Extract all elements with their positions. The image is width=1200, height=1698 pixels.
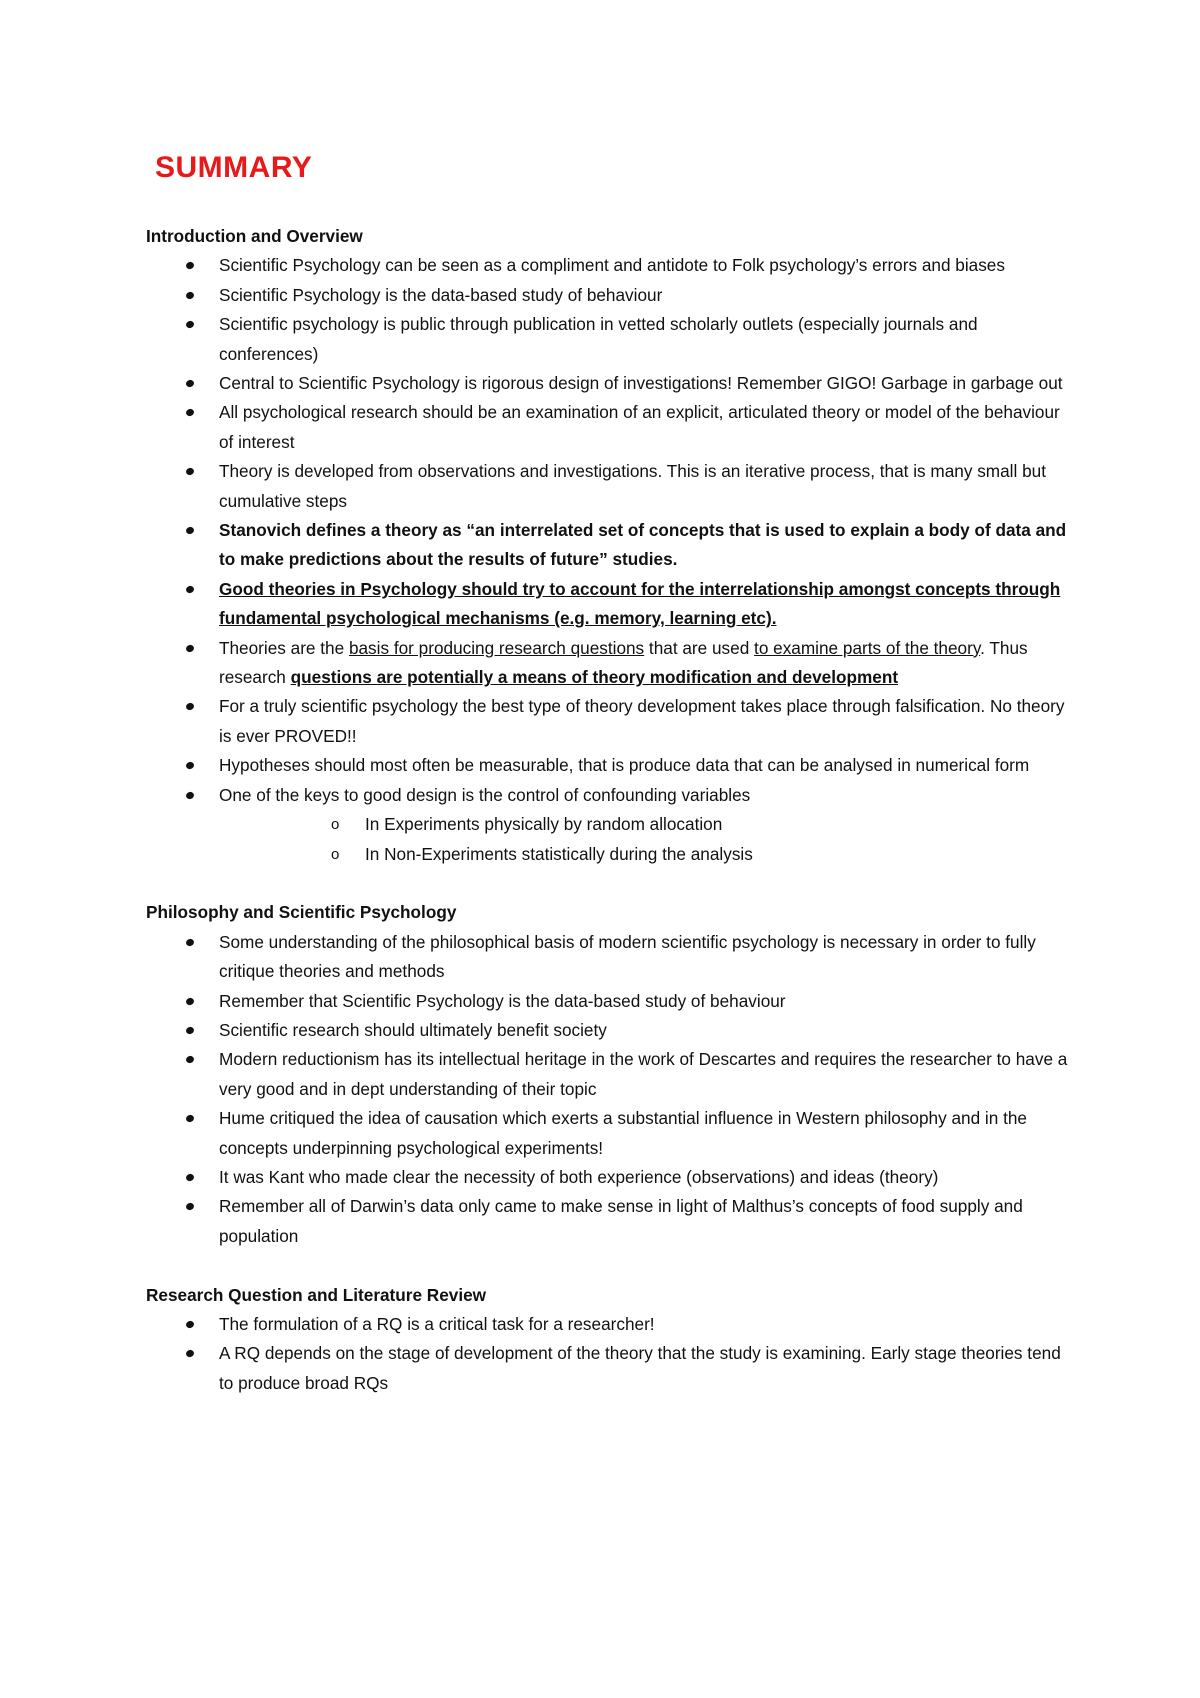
list-item-text-bold: Stanovich defines a theory as “an interrelated set of concepts that is used to explain a body of data and to make predictions about the results of future” studies. (219, 520, 1067, 570)
list-item-text: Modern reductionism has its intellectual heritage in the work of Descartes and requires the researcher to have a very good and in dept understanding of their topic (219, 1049, 1068, 1099)
section-heading: Introduction and Overview (146, 226, 363, 246)
list-item (146, 1192, 1076, 1251)
list-item-text: It was Kant who made clear the necessity of both experience (observations) and ideas (theory) (219, 1166, 939, 1187)
list-item-text: Scientific Psychology can be seen as a compliment and antidote to Folk psychology’s errors and biases (219, 255, 1005, 276)
list-item (146, 369, 1076, 398)
bullet-list (146, 928, 1076, 1251)
list-item-text: Central to Scientific Psychology is rigorous design of investigations! Remember GIGO! Garbage in garbage out (219, 373, 1063, 394)
list-item (146, 457, 1076, 516)
list-item (146, 310, 1076, 369)
list-item-text: One of the keys to good design is the control of confounding variables (219, 784, 751, 805)
section-heading: Research Question and Literature Review (146, 1284, 487, 1305)
list-item (146, 751, 1076, 780)
list-item (146, 1310, 1076, 1339)
sub-list-item (219, 810, 1076, 839)
list-item-text: Remember that Scientific Psychology is the data-based study of behaviour (219, 990, 786, 1011)
bullet-list (146, 1310, 1076, 1398)
list-item-text-underlined: to examine parts of the theory (754, 637, 981, 658)
list-item-text: Some understanding of the philosophical basis of modern scientific psychology is necessary in order to fully critique theories and methods (219, 931, 1036, 982)
document-title: SUMMARY (155, 151, 313, 184)
list-item (146, 692, 1076, 751)
list-item-text: For a truly scientific psychology the best type of theory development takes place through falsification. No theory is ever PROVED!! (219, 696, 1065, 746)
list-item-text: All psychological research should be an examination of an explicit, articulated theory or model of the behaviour of interest (219, 402, 1060, 452)
list-item (146, 987, 1076, 1016)
section-research-question (146, 1281, 1076, 1399)
section-introduction-overview (146, 222, 1076, 869)
list-item-text: . Thus research (219, 637, 1028, 688)
list-item (146, 928, 1076, 987)
section-philosophy (146, 898, 1076, 1251)
list-item-text-bold-underlined: Good theories in Psychology should try to account for the interrelationship amongst concepts through fundamental psychological mechanisms (e.g. memory, learning etc). (219, 578, 1061, 629)
list-item (146, 781, 1076, 869)
list-item (146, 281, 1076, 310)
list-item-text: Theories are the (219, 637, 349, 658)
section-heading: Philosophy and Scientific Psychology (146, 902, 457, 923)
list-item (146, 1016, 1076, 1045)
list-item (146, 516, 1076, 575)
list-item (146, 575, 1076, 634)
list-item-text-underlined: basis for producing research questions (348, 637, 645, 658)
list-item-text: Remember all of Darwin’s data only came to make sense in light of Malthus’s concepts of food supply and population (219, 1196, 1023, 1246)
list-item (146, 251, 1076, 280)
list-item (146, 1163, 1076, 1192)
list-item-text: Scientific research should ultimately benefit society (219, 1019, 607, 1040)
document-body (146, 222, 1076, 1398)
list-item-text: Hume critiqued the idea of causation which exerts a substantial influence in Western philosophy and in the concepts underpinning psychological experiments! (219, 1108, 1027, 1158)
sub-bullet-marker: o (331, 816, 340, 834)
list-item-text-bold-underlined: questions are potentially a means of theory modification and development (290, 667, 899, 688)
list-item (146, 634, 1076, 693)
list-item (146, 1339, 1076, 1398)
bullet-list (146, 251, 1076, 869)
list-item-text: Hypotheses should most often be measurable, that is produce data that can be analysed in numerical form (219, 755, 1030, 776)
sub-list-item-text: In Non-Experiments statistically during the analysis (365, 843, 753, 864)
sub-list-item-text: In Experiments physically by random allocation (365, 814, 723, 835)
list-item-text: Scientific Psychology is the data-based study of behaviour (219, 284, 663, 305)
sub-bullet-marker: o (331, 845, 340, 863)
list-item (146, 398, 1076, 457)
list-item-text: Theory is developed from observations and investigations. This is an iterative process, that is many small but cumulative steps (219, 461, 1046, 511)
list-item-text: The formulation of a RQ is a critical task for a researcher! (219, 1313, 655, 1334)
list-item-text: that are used (644, 637, 755, 658)
list-item (146, 1045, 1076, 1104)
sub-bullet-list (219, 810, 1076, 869)
list-item (146, 1104, 1076, 1163)
list-item-text: A RQ depends on the stage of development of the theory that the study is examining. Early stage theories tend to produce broad RQs (219, 1343, 1061, 1393)
sub-list-item (219, 840, 1076, 869)
list-item-text: Scientific psychology is public through publication in vetted scholarly outlets (especially journals and conferences) (219, 314, 978, 364)
